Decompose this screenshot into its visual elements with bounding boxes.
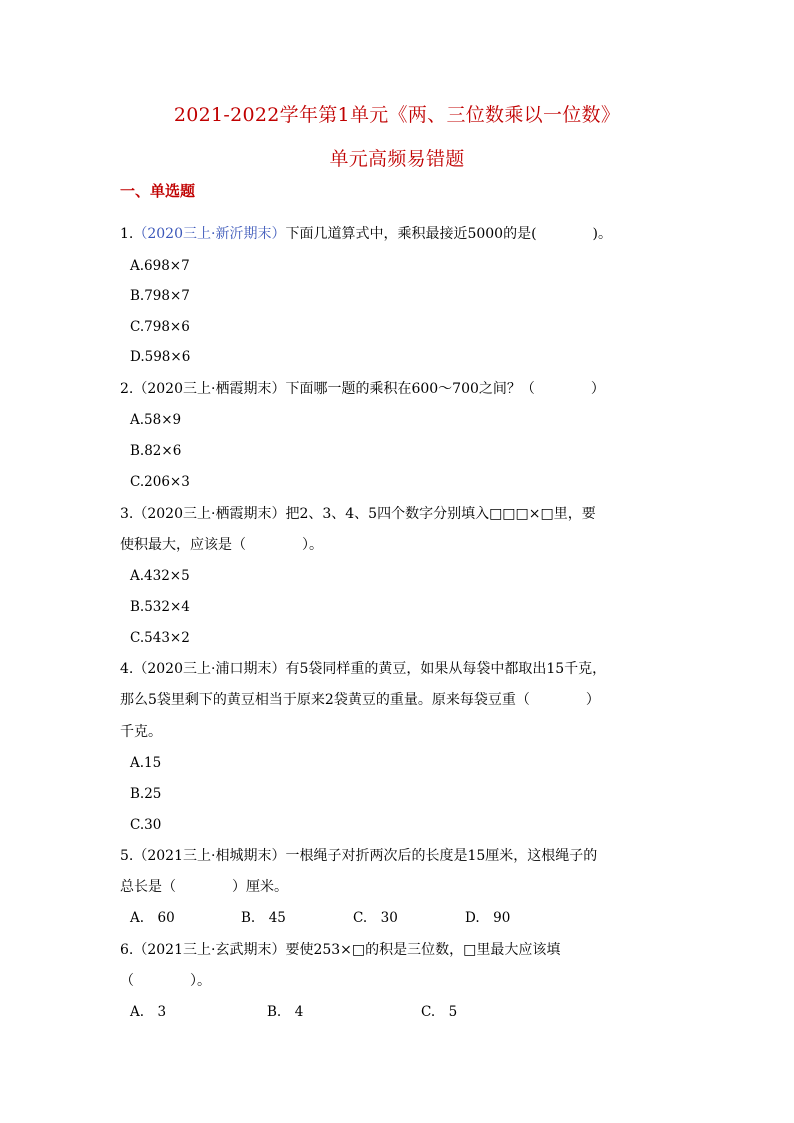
question-5-continued: 总长是（ ）厘米。 <box>120 879 288 895</box>
question-3-continued: 使积最大，应该是（ ）。 <box>120 537 323 553</box>
question-6-continued: （ ）。 <box>120 973 211 989</box>
option-a[interactable]: A. 60 <box>130 910 175 926</box>
option-c[interactable]: C.30 <box>130 817 162 833</box>
option-c[interactable]: C. 30 <box>353 910 398 926</box>
question-text: 一根绳子对折两次后的长度是15厘米，这根绳子的 <box>285 848 598 864</box>
option-d[interactable]: D. 90 <box>465 910 511 926</box>
page-title: 2021-2022学年第1单元《两、三位数乘以一位数》 <box>173 104 621 126</box>
option-b[interactable]: B.25 <box>130 786 162 802</box>
option-d[interactable]: D.598×6 <box>130 349 191 365</box>
option-c[interactable]: C. 5 <box>421 1004 458 1020</box>
question-source: （2020三上·新沂期末） <box>133 226 286 242</box>
question-number: 4. <box>120 661 134 677</box>
question-source: （2021三上·玄武期末） <box>133 942 286 958</box>
question-6 <box>120 940 560 960</box>
question-2 <box>120 379 605 399</box>
question-source: （2020三上·栖霞期末） <box>133 506 286 522</box>
option-a[interactable]: A.698×7 <box>130 258 190 274</box>
option-b[interactable]: B.82×6 <box>130 443 182 459</box>
option-c[interactable]: C.543×2 <box>130 630 190 646</box>
question-4-continued: 那么5袋里剩下的黄豆相当于原来2袋黄豆的重量。原来每袋豆重（ ） <box>120 692 600 708</box>
question-5 <box>120 846 597 866</box>
question-number: 6. <box>120 942 134 958</box>
question-source: （2021三上·相城期末） <box>133 848 286 864</box>
option-a[interactable]: A.15 <box>130 755 162 771</box>
question-text: 下面哪一题的乘积在600～700之间？（ ） <box>285 381 605 397</box>
option-a[interactable]: A.432×5 <box>130 568 190 584</box>
option-b[interactable]: B. 4 <box>267 1004 304 1020</box>
question-number: 5. <box>120 848 134 864</box>
question-source: （2020三上·栖霞期末） <box>133 381 286 397</box>
options-row <box>130 908 550 928</box>
question-1 <box>120 224 612 244</box>
question-text: 有5袋同样重的黄豆，如果从每袋中都取出15千克， <box>285 661 607 677</box>
question-text: 下面几道算式中，乘积最接近5000的是( )。 <box>285 226 613 242</box>
options-row <box>130 1002 530 1022</box>
question-number: 3. <box>120 506 134 522</box>
option-b[interactable]: B.532×4 <box>130 599 190 615</box>
question-text: 要使253×□的积是三位数，□里最大应该填 <box>285 942 561 958</box>
page-subtitle: 单元高频易错题 <box>329 148 465 170</box>
option-b[interactable]: B.798×7 <box>130 288 190 304</box>
section-heading: 一、单选题 <box>120 182 196 200</box>
question-number: 1. <box>120 226 134 242</box>
question-4-continued-2: 千克。 <box>120 724 162 740</box>
option-a[interactable]: A. 3 <box>130 1004 167 1020</box>
option-c[interactable]: C.798×6 <box>130 319 190 335</box>
option-c[interactable]: C.206×3 <box>130 474 190 490</box>
option-b[interactable]: B. 45 <box>241 910 286 926</box>
question-text: 把2、3、4、5四个数字分别填入□□□×□里，要 <box>285 506 596 522</box>
question-3 <box>120 504 596 524</box>
question-4 <box>120 659 606 679</box>
option-a[interactable]: A.58×9 <box>130 412 182 428</box>
question-source: （2020三上·浦口期末） <box>133 661 286 677</box>
question-number: 2. <box>120 381 134 397</box>
